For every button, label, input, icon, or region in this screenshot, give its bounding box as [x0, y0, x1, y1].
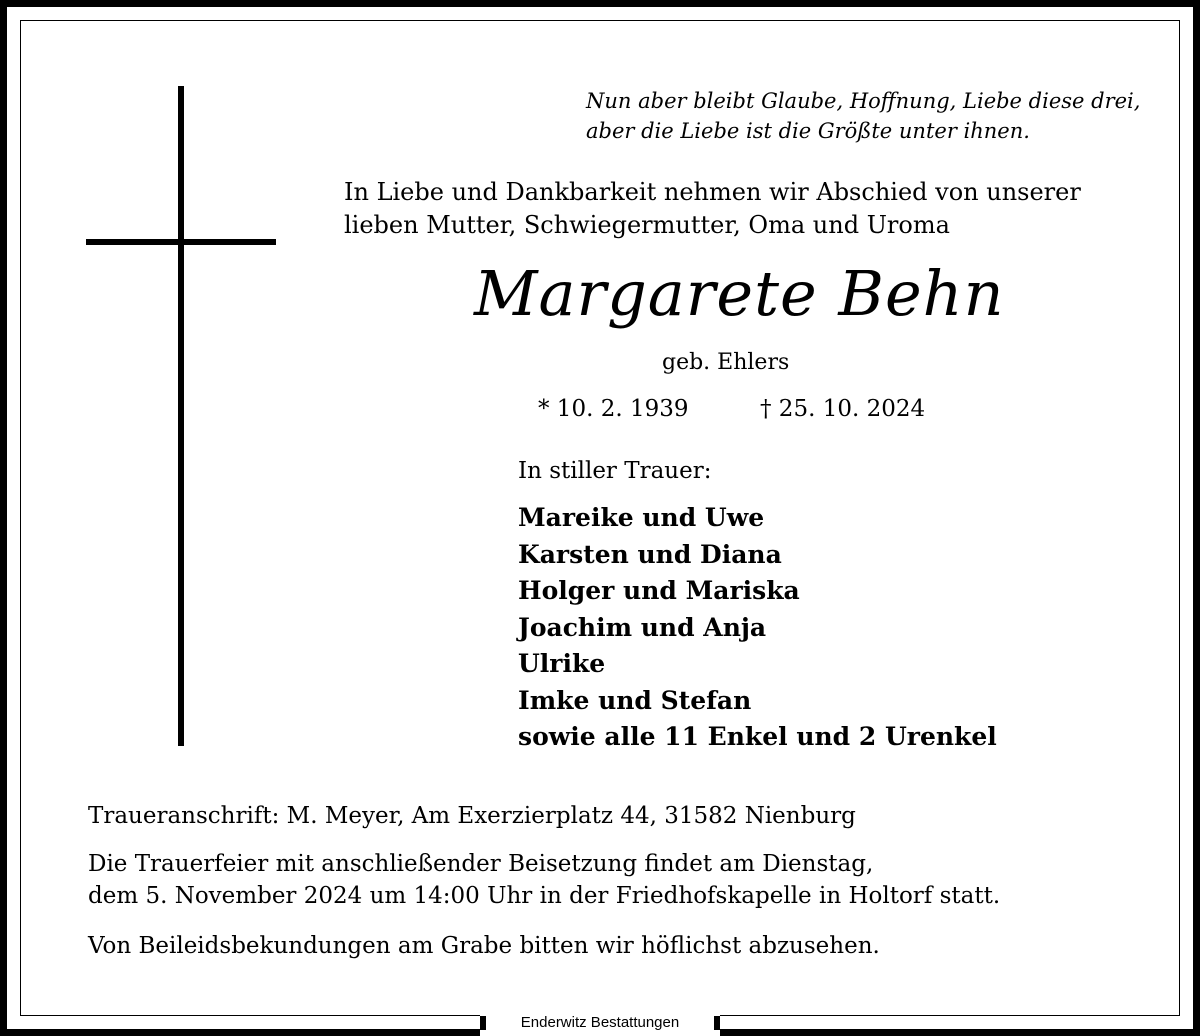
death-date: † 25. 10. 2024 [760, 396, 926, 422]
undertaker-label: Enderwitz Bestattungen [480, 1012, 720, 1036]
condolence-note: Von Beileidsbekundungen am Grabe bitten wir höflichst abzusehen. [88, 933, 880, 959]
cross-icon-vertical [178, 86, 184, 746]
mourners-label: In stiller Trauer: [518, 458, 712, 484]
birth-date: * 10. 2. 1939 [538, 396, 689, 422]
mourning-address: Traueranschrift: M. Meyer, Am Exerzierplatz 44, 31582 Nienburg [88, 803, 856, 829]
mourner-item: Karsten und Diana [518, 539, 782, 569]
maiden-name: geb. Ehlers [662, 350, 790, 375]
cross-icon-horizontal [86, 239, 276, 245]
mourner-item: Ulrike [518, 649, 606, 678]
mourners-list [518, 500, 997, 756]
ceremony-info [88, 848, 1000, 912]
deceased-name: Margarete Behn [474, 257, 1005, 330]
ceremony-line: Die Trauerfeier mit anschließender Beisetzung findet am Dienstag, [88, 851, 874, 877]
mourner-item: Holger und Mariska [518, 576, 800, 605]
intro-text [344, 176, 1081, 242]
intro-line: In Liebe und Dankbarkeit nehmen wir Abschied von unserer [344, 178, 1081, 206]
footer-bar-left [480, 1016, 486, 1030]
mourner-item: Imke und Stefan [518, 685, 752, 715]
mourner-item: Joachim und Anja [518, 612, 767, 642]
ceremony-line: dem 5. November 2024 um 14:00 Uhr in der Friedhofskapelle in Holtorf statt. [88, 883, 1001, 909]
mourner-item: sowie alle 11 Enkel und 2 Urenkel [518, 722, 997, 751]
verse-line: aber die Liebe ist die Größte unter ihnen. [586, 119, 1030, 143]
mourner-item: Mareike und Uwe [518, 503, 765, 532]
verse-line: Nun aber bleibt Glaube, Hoffnung, Liebe diese drei, [586, 89, 1141, 113]
intro-line: lieben Mutter, Schwiegermutter, Oma und Uroma [344, 211, 950, 239]
footer-bar-right [714, 1016, 720, 1030]
bible-verse [586, 86, 1140, 146]
